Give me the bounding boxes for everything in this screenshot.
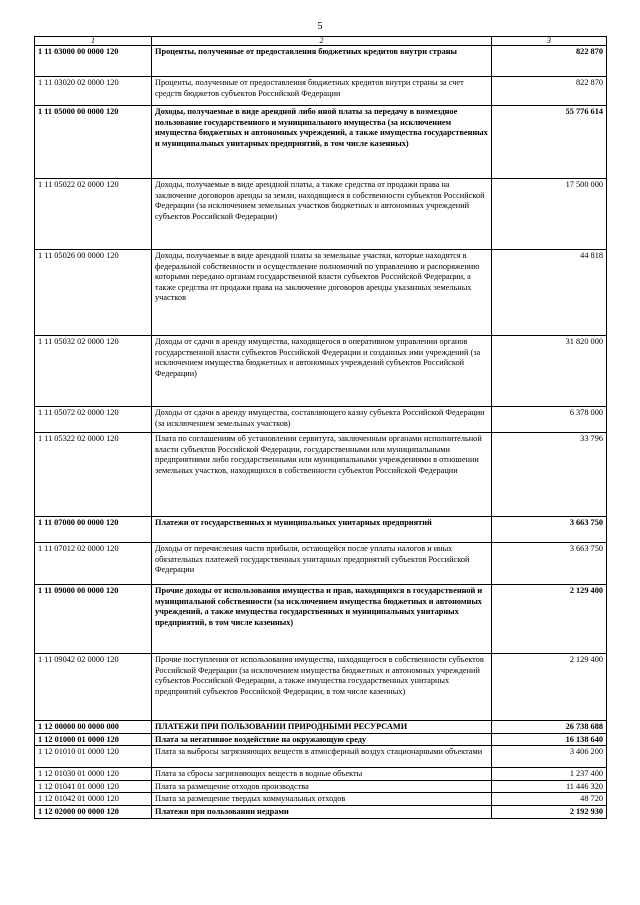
table-row <box>35 780 607 793</box>
column-number-row <box>35 37 607 46</box>
amount: 11 446 320 <box>492 780 607 793</box>
amount: 31 820 000 <box>492 336 607 407</box>
amount: 26 738 688 <box>492 721 607 734</box>
revenue-name: Прочие поступления от использования имущества, находящегося в собственности субъектов Российской Федерации (за исключением имущества бюджетных и автономных учреждений субъектов Российской Федерации, а также имущества государственных унитарных предприятий субъектов Российской Федерации, в том числе казенных) <box>152 654 492 721</box>
revenue-name: Плата за размещение отходов производства <box>152 780 492 793</box>
amount: 33 796 <box>492 433 607 517</box>
amount: 2 192 930 <box>492 805 607 818</box>
amount: 822 870 <box>492 77 607 106</box>
page-number: 5 <box>317 21 323 32</box>
amount: 2 129 400 <box>492 654 607 721</box>
revenue-name: Доходы, получаемые в виде арендной либо иной платы за передачу в возмездное пользование государственного и муниципального имущества (за исключением имущества бюджетных и автономных учреждений, а также имущества государственных и муниципальных унитарных предприятий, в том числе казенных) <box>152 106 492 179</box>
revenue-name: Доходы от перечисления части прибыли, остающейся после уплаты налогов и иных обязательных платежей государственных унитарных предприятий субъектов Российской Федерации <box>152 543 492 585</box>
column-number-1: 1 <box>35 37 152 46</box>
revenue-name: Проценты, полученные от предоставления бюджетных кредитов внутри страны за счет средств бюджетов субъектов Российской Федерации <box>152 77 492 106</box>
amount: 2 129 400 <box>492 585 607 654</box>
table-row <box>35 721 607 734</box>
table-row <box>35 517 607 543</box>
budget-code: 1 11 09000 00 0000 120 <box>35 585 152 654</box>
revenue-name: Доходы, получаемые в виде арендной платы за земельные участки, которые находятся в федеральной собственности и осуществление полномочий по управлению и распоряжению которыми передано органам государственной власти субъектов Российской Федерации, а также средства от продажи права на заключение договоров аренды указанных земельных участков <box>152 250 492 336</box>
budget-code: 1 12 02000 00 0000 120 <box>35 805 152 818</box>
table-row <box>35 106 607 179</box>
table-row <box>35 179 607 250</box>
budget-code: 1 12 01030 01 0000 120 <box>35 768 152 781</box>
revenue-name: Плата за негативное воздействие на окружающую среду <box>152 733 492 746</box>
budget-code: 1 11 05072 02 0000 120 <box>35 407 152 433</box>
amount: 3 663 750 <box>492 543 607 585</box>
budget-code: 1 11 05000 00 0000 120 <box>35 106 152 179</box>
table-row <box>35 250 607 336</box>
amount: 17 500 000 <box>492 179 607 250</box>
table-row <box>35 733 607 746</box>
revenue-table <box>34 36 607 819</box>
table-row <box>35 746 607 768</box>
revenue-name: Плата по соглашениям об установлении сервитута, заключенным органами исполнительной власти субъектов Российской Федерации, государственными или муниципальными предприятиями либо государственными или муниципальными учреждениями в отношении земельных участков, находящихся в собственности субъектов Российской Федерации <box>152 433 492 517</box>
table-row <box>35 77 607 106</box>
amount: 55 776 614 <box>492 106 607 179</box>
column-number-3: 3 <box>492 37 607 46</box>
revenue-name: Плата за сбросы загрязняющих веществ в водные объекты <box>152 768 492 781</box>
table-row <box>35 768 607 781</box>
revenue-name: Плата за выбросы загрязняющих веществ в атмосферный воздух стационарными объектами <box>152 746 492 768</box>
amount: 1 237 400 <box>492 768 607 781</box>
amount: 48 720 <box>492 793 607 806</box>
budget-code: 1 11 05032 02 0000 120 <box>35 336 152 407</box>
budget-code: 1 11 03000 00 0000 120 <box>35 46 152 77</box>
budget-code: 1 11 05022 02 0000 120 <box>35 179 152 250</box>
table-row <box>35 585 607 654</box>
budget-code: 1 11 05026 00 0000 120 <box>35 250 152 336</box>
column-number-2: 2 <box>152 37 492 46</box>
revenue-name: Доходы, получаемые в виде арендной платы, а также средства от продажи права на заключение договоров аренды за земли, находящиеся в собственности субъектов Российской Федерации (за исключением земельных участков бюджетных и автономных учреждений субъектов Российской Федерации) <box>152 179 492 250</box>
amount: 3 663 750 <box>492 517 607 543</box>
budget-code: 1 12 01000 01 0000 120 <box>35 733 152 746</box>
revenue-name: Проценты, полученные от предоставления бюджетных кредитов внутри страны <box>152 46 492 77</box>
table-row <box>35 336 607 407</box>
table-row <box>35 654 607 721</box>
table-row <box>35 805 607 818</box>
revenue-name: Платежи при пользовании недрами <box>152 805 492 818</box>
table-row <box>35 793 607 806</box>
budget-code: 1 12 01042 01 0000 120 <box>35 793 152 806</box>
amount: 822 870 <box>492 46 607 77</box>
revenue-name: ПЛАТЕЖИ ПРИ ПОЛЬЗОВАНИИ ПРИРОДНЫМИ РЕСУРСАМИ <box>152 721 492 734</box>
budget-code: 1 12 00000 00 0000 000 <box>35 721 152 734</box>
amount: 3 406 200 <box>492 746 607 768</box>
budget-code: 1 12 01041 01 0000 120 <box>35 780 152 793</box>
budget-code: 1 11 07012 02 0000 120 <box>35 543 152 585</box>
table-row <box>35 543 607 585</box>
budget-code: 1 11 09042 02 0000 120 <box>35 654 152 721</box>
budget-code: 1 11 03020 02 0000 120 <box>35 77 152 106</box>
revenue-name: Прочие доходы от использования имущества и прав, находящихся в государственной и муниципальной собственности (за исключением имущества бюджетных и автономных учреждений, а также имущества государственных и муниципальных унитарных предприятий, в том числе казенных) <box>152 585 492 654</box>
amount: 16 138 640 <box>492 733 607 746</box>
revenue-name: Доходы от сдачи в аренду имущества, составляющего казну субъекта Российской Федерации (за исключением земельных участков) <box>152 407 492 433</box>
amount: 44 818 <box>492 250 607 336</box>
budget-code: 1 11 05322 02 0000 120 <box>35 433 152 517</box>
revenue-name: Доходы от сдачи в аренду имущества, находящегося в оперативном управлении органов государственной власти субъектов Российской Федерации и созданных ими учреждений (за исключением имущества бюджетных и автономных учреждений субъектов Российской Федерации) <box>152 336 492 407</box>
table-row <box>35 433 607 517</box>
table-row <box>35 407 607 433</box>
revenue-name: Платежи от государственных и муниципальных унитарных предприятий <box>152 517 492 543</box>
amount: 6 378 000 <box>492 407 607 433</box>
revenue-name: Плата за размещение твердых коммунальных отходов <box>152 793 492 806</box>
budget-code: 1 11 07000 00 0000 120 <box>35 517 152 543</box>
table-row <box>35 46 607 77</box>
budget-code: 1 12 01010 01 0000 120 <box>35 746 152 768</box>
